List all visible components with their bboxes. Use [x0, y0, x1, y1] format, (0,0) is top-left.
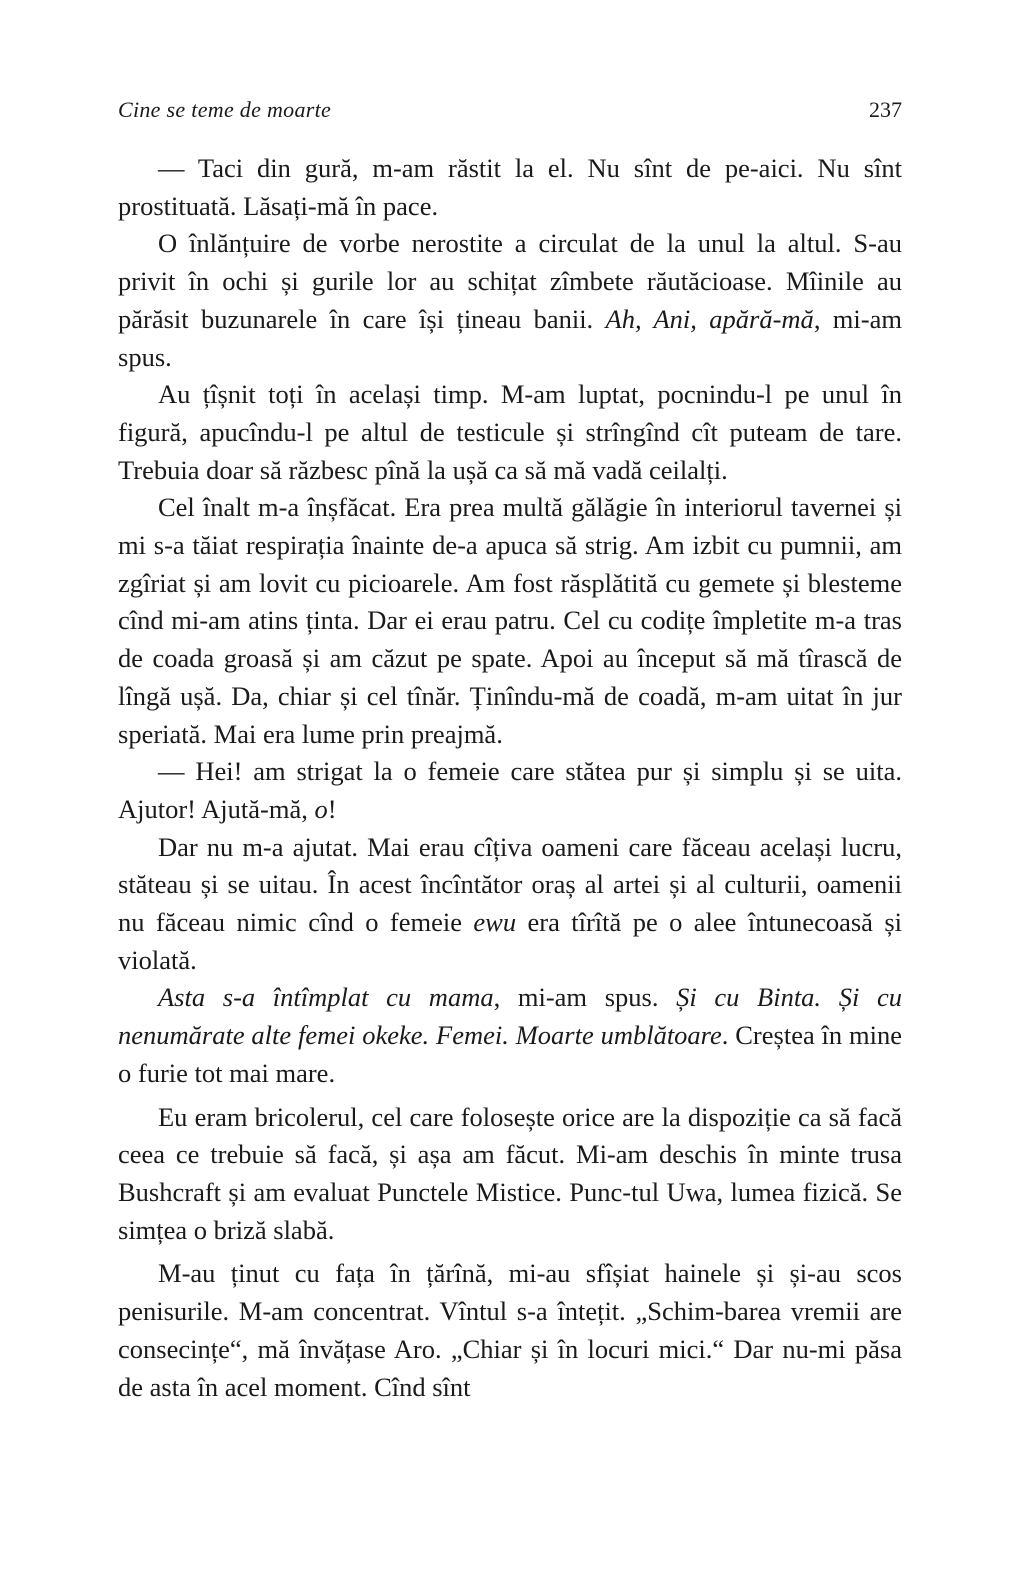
paragraph [118, 753, 902, 828]
italic-text: Ah, Ani, apără-mă [605, 303, 814, 334]
text-segment: — Hei! am strigat la o femeie care stătea pur și simplu și se uita. Ajutor! Ajută-mă, [118, 756, 902, 824]
text-segment: Eu eram bricolerul, cel care folosește orice are la dispoziție ca să facă ceea ce trebuie să facă, și așa am făcut. Mi-am deschis în minte trusa Bushcraft și am evaluat Punctele Mistice. Punc-tul Uwa, lumea fizică. Se simțea o briză slabă. [118, 1101, 902, 1245]
paragraph [118, 150, 902, 225]
text-segment: . Creștea în mine o furie tot mai mare. [118, 1020, 903, 1088]
book-page [118, 0, 902, 1575]
paragraph [118, 1099, 902, 1250]
text-segment: Dar nu m-a ajutat. Mai erau cîțiva oameni care făceau același lucru, stăteau și se uitau. În acest încîntător oraș al artei și al culturii, oamenii nu făceau nimic cînd o femeie [118, 831, 902, 938]
italic-text: ewu [473, 907, 517, 938]
italic-text: Asta s-a întîmplat cu mama [158, 982, 494, 1013]
page-number: 237 [869, 97, 902, 122]
paragraph [118, 829, 902, 980]
text-segment: Au țîșnit toți în același timp. M-am luptat, pocnindu-l pe unul în figură, apucîndu-l pe altul de testicule și strîngînd cît puteam de tare. Trebuia doar să răzbesc pînă la ușă ca să mă vadă ceilalți. [118, 379, 902, 485]
text-segment: , mi-am spus. [493, 982, 677, 1013]
text-segment: , mi-am spus. [118, 303, 902, 372]
page-header [118, 94, 902, 126]
italic-text: Și cu Binta. Și cu nenumărate alte femei okeke. Femei. Moarte umblătoare [118, 982, 902, 1051]
text-segment: Cel înalt m-a înșfăcat. Era prea multă gălăgie în interiorul tavernei și mi s-a tăiat respirația înainte de-a apuca să strig. Am izbit cu pumnii, am zgîriat și am lovit cu picioarele. Am fost răsplătită cu gemete și blesteme cînd mi-am atins ținta. Dar ei erau patru. Cel cu codițe împletite m-a tras de coada groasă și am căzut pe spate. Apoi au început să mă tîrască de lîngă ușă. Da, chiar și cel tînăr. Ținîndu-mă de coadă, m-am uitat în jur speriată. Mai era lume prin preajmă. [118, 492, 902, 749]
text-segment: ! [327, 793, 337, 824]
paragraph [118, 979, 902, 1092]
text-segment: — Taci din gură, m-am răstit la el. Nu sînt de pe-aici. Nu sînt prostituată. Lăsați-mă în pace. [118, 153, 902, 221]
text-segment: O înlănțuire de vorbe nerostite a circulat de la unul la altul. S-au privit în ochi și gurile lor au schițat zîmbete răutăcioase. Mîinile au părăsit buzunarele în care își țineau banii. [118, 228, 902, 334]
text-segment: M-au ținut cu fața în țărînă, mi-au sfîșiat hainele și și-au scos penisurile. M-am concentrat. Vîntul s-a întețit. „Schim-barea vremii are consecințe“, mă învățase Aro. „Chiar și în locuri mici.“ Dar nu-mi păsa de asta în acel moment. Cînd sînt [118, 1258, 902, 1402]
italic-text: o [314, 793, 328, 824]
paragraph [118, 1255, 902, 1406]
text-segment: era tîrîtă pe o alee întunecoasă și violată. [118, 907, 902, 975]
paragraph [118, 225, 902, 376]
body-text [118, 150, 902, 1406]
paragraph [118, 489, 902, 753]
running-title: Cine se teme de moarte [118, 97, 332, 122]
paragraph [118, 376, 902, 489]
